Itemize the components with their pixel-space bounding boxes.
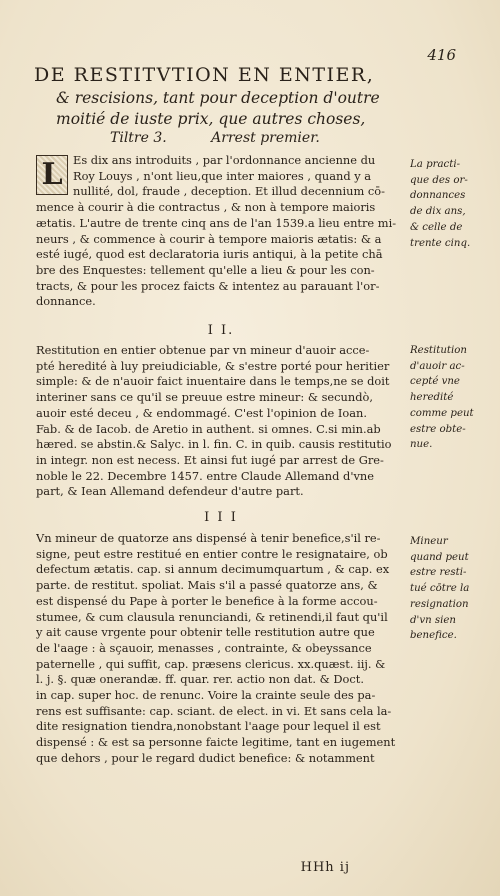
text-line: parte. de restitut. spoliat. Mais s'il a passé quatorze ans, &	[36, 578, 378, 593]
text-line: noble le 22. Decembre 1457. entre Claude Allemand d'vne	[36, 468, 374, 483]
section-3-heading: I I I	[204, 510, 238, 525]
text-line: dite resignation tiendra,nonobstant l'aage pour lequel il est	[36, 719, 381, 734]
margin-note-line: donnances	[410, 190, 466, 202]
subtitle-line: & rescisions, tant pour deception d'outre	[56, 89, 380, 107]
section-3-text	[36, 531, 406, 767]
text-line: hæred. se abstin.& Salyc. in l. fin. C. in quib. causis restitutio	[36, 437, 392, 452]
text-line: l. j. §. quæ onerandæ. ff. quar. rer. actio non dat. & Doct.	[36, 672, 364, 687]
text-line: paternelle , qui suffit, cap. præsens clericus. xx.quæst. iij. &	[36, 656, 386, 671]
margin-note-line: quand peut	[410, 551, 469, 563]
margin-note-line: d'auoir ac-	[410, 360, 465, 372]
text-line: que dehors , pour le regard dudict benefice: & notamment	[36, 750, 375, 765]
text-line: dispensé : & est sa personne faicte legitime, tant en iugement	[36, 735, 396, 750]
title-number-line	[110, 130, 360, 146]
section-2-heading: I I.	[207, 323, 235, 338]
drop-cap-initial: L	[36, 155, 68, 195]
margin-note-line: nue.	[410, 439, 433, 451]
paragraph-2	[36, 343, 406, 500]
titre-label: Tiltre 3.	[110, 130, 167, 146]
text-line: interiner sans ce qu'il se preuue estre mineur: & secundò,	[36, 390, 373, 405]
margin-note-line: d'vn sien	[410, 614, 456, 626]
section-1-text	[36, 153, 406, 310]
text-line: bre des Enquestes: tellement qu'elle a lieu & pour les con-	[36, 262, 375, 277]
margin-note-2	[410, 343, 492, 453]
margin-note-line: tué cōtre la	[410, 583, 470, 595]
text-line: nullité, dol, fraude , deception. Et illud decennium cō-	[73, 184, 385, 199]
paragraph-3	[36, 531, 406, 767]
text-line: Restitution en entier obtenue par vn mineur d'auoir acce-	[36, 343, 370, 357]
margin-note-line: que des or-	[410, 174, 468, 186]
text-line: ætatis. L'autre de trente cinq ans de l'an 1539.a lieu entre mi-	[36, 215, 397, 230]
margin-note-line: & celle de	[410, 221, 463, 233]
paragraph-1	[36, 153, 406, 310]
text-line: Es dix ans introduits , par l'ordonnance ancienne du	[73, 153, 376, 167]
text-line: y ait cause vrgente pour obtenir telle restitution autre que	[36, 625, 375, 640]
text-line: tracts, & pour les procez faicts & intentez au parauant l'or-	[36, 278, 380, 293]
section-2-text	[36, 343, 406, 500]
signature-mark: HHh ij	[300, 860, 350, 875]
text-line: in cap. super hoc. de renunc. Voire la crainte seule des pa-	[36, 688, 376, 703]
text-line: mence à courir à die contractus , & non à tempore maioris	[36, 200, 376, 215]
margin-note-line: Restitution	[410, 345, 467, 356]
text-line: Roy Louys , n'ont lieu,que inter maiores , quand y a	[73, 168, 372, 183]
text-line: pté heredité à luy preiudiciable, & s'estre porté pour heritier	[36, 358, 390, 373]
page-number: 416	[427, 46, 456, 64]
text-line: Vn mineur de quatorze ans dispensé à tenir benefice,s'il re-	[36, 531, 381, 545]
chapter-title: DE RESTITVTION EN ENTIER,	[34, 64, 375, 86]
margin-note-line: heredité	[410, 392, 454, 404]
margin-note-line: cepté vne	[410, 376, 460, 388]
subtitle-line: moitié de iuste prix, que autres choses,	[56, 110, 366, 128]
margin-note-line: estre resti-	[410, 567, 467, 579]
text-line: est dispensé du Pape à porter le benefice à la forme accou-	[36, 593, 378, 608]
text-line: simple: & de n'auoir faict inuentaire dans le temps,ne se doit	[36, 374, 390, 389]
margin-note-line: estre obte-	[410, 423, 466, 435]
arrest-label: Arrest premier.	[211, 130, 320, 146]
text-line: donnance.	[36, 294, 96, 309]
text-line: signe, peut estre restitué en entier contre le resignataire, ob	[36, 546, 388, 561]
text-line: part, & Iean Allemand defendeur d'autre part.	[36, 484, 304, 499]
margin-note-line: trente cinq.	[410, 237, 471, 249]
margin-note-line: comme peut	[410, 407, 474, 419]
text-line: rens est suffisante: cap. sciant. de elect. in vi. Et sans cela la-	[36, 703, 392, 718]
text-line: defectum ætatis. cap. si annum decimumquartum , & cap. ex	[36, 562, 390, 577]
text-line: neurs , & commence à courir à tempore maioris ætatis: & a	[36, 231, 382, 246]
text-line: auoir esté deceu , & endommagé. C'est l'opinion de Ioan.	[36, 405, 367, 420]
text-line: in integr. non est necess. Et ainsi fut iugé par arrest de Gre-	[36, 452, 384, 467]
text-line: esté iugé, quod est declaratoria iuris antiqui, à la petite chā	[36, 247, 383, 262]
margin-note-3	[410, 534, 492, 644]
text-line: stumee, & cum clausula renunciandi, & retinendi,il faut qu'il	[36, 609, 388, 624]
margin-note-line: benefice.	[410, 630, 457, 642]
margin-note-line: de dix ans,	[410, 206, 466, 218]
margin-note-1	[410, 157, 492, 251]
margin-note-line: resignation	[410, 598, 469, 610]
text-line: Fab. & de Iacob. de Aretio in authent. si omnes. C.si min.ab	[36, 421, 381, 436]
margin-note-line: La practi-	[410, 159, 461, 170]
margin-note-line: Mineur	[410, 536, 448, 547]
chapter-subtitle	[56, 88, 436, 130]
text-line: de l'aage : à sçauoir, menasses , contrainte, & obeyssance	[36, 640, 372, 655]
